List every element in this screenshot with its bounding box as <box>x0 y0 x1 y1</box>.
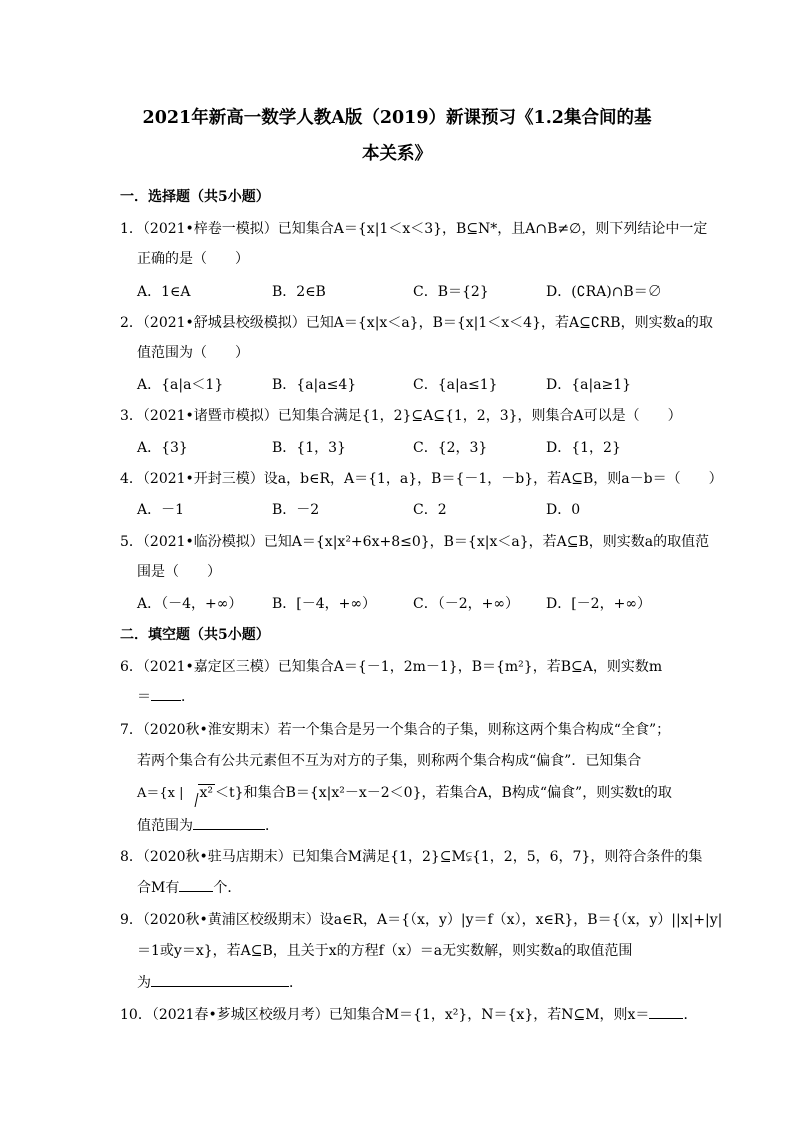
question-7-answer-blank[interactable] <box>193 815 265 830</box>
title-line-1: 2021年新高一数学人教A版（2019）新课预习《1.2集合间的基 <box>142 108 652 128</box>
title-line-2: 本关系》 <box>362 144 432 164</box>
question-7-line-2: 若两个集合有公共元素但不互为对方的子集，则称两个集合构成“偏食”．已知集合 <box>137 753 642 769</box>
question-3-option-b: B．{1，3} <box>272 440 346 456</box>
question-5-line-1: 5．（2021•临汾模拟）已知A＝{x|x²+6x+8≤0}，B＝{x|x＜a}，若A⊆B，则实数a的取值范 <box>120 534 710 550</box>
question-8-prefix: 合M有 <box>137 880 180 896</box>
question-3-option-d: D．{1，2} <box>546 440 621 456</box>
question-7-period: ． <box>265 818 279 834</box>
question-10-line-1 <box>120 1004 697 1024</box>
document-title <box>100 100 694 172</box>
question-7-line-3 <box>137 782 672 802</box>
question-7-radicand: x² <box>199 785 214 801</box>
question-4-line-1: 4．（2021•开封三模）设a，b∈R，A＝{1，a}，B＝{－1，－b}，若A⊆B，则a－b＝（ ） <box>120 471 723 487</box>
question-1-line-1: 1．（2021•梓卷一模拟）已知集合A＝{x|1＜x＜3}，B⊆N*，且A∩B≠∅，则下列结论中一定 <box>120 221 708 237</box>
question-3-option-c: C．{2，3} <box>413 440 488 456</box>
question-2-option-a: A．{a|a＜1} <box>137 377 224 393</box>
question-7-line-1: 7．（2020秋•淮安期末）若一个集合是另一个集合的子集，则称这两个集合构成“全食”； <box>120 722 671 738</box>
question-6-period: ． <box>181 689 195 705</box>
section-heading-fill: 二．填空题（共5小题） <box>120 627 270 643</box>
square-root-symbol <box>186 785 216 801</box>
question-5-option-c: C．（－2，+∞） <box>413 596 520 612</box>
question-2-option-d: D．{a|a≥1} <box>546 377 632 393</box>
question-5-option-b: B．[－4，+∞） <box>272 596 377 612</box>
question-7-set-a-start: A＝{x | <box>137 786 184 801</box>
question-9-answer-blank[interactable] <box>151 972 289 987</box>
question-1-option-c: C．B＝{2} <box>413 284 489 300</box>
question-1-option-b: B．2∈B <box>272 284 326 300</box>
question-5-option-a: A．（－4，+∞） <box>137 596 243 612</box>
question-1-option-a: A．1∈A <box>137 284 191 300</box>
question-6-answer-blank[interactable] <box>151 686 181 701</box>
question-6-line-1: 6．（2021•嘉定区三模）已知集合A＝{－1，2m－1}，B＝{m²}，若B⊆A，则实数m <box>120 659 663 675</box>
question-2-line-1: 2．（2021•舒城县校级模拟）已知A＝{x|x＜a}，B＝{x|1＜x＜4}，若A⊆∁RB，则实数a的取 <box>120 315 713 331</box>
question-3-line-1: 3．（2021•诸暨市模拟）已知集合满足{1，2}⊆A⊆{1，2，3}，则集合A可以是（ ） <box>120 408 682 424</box>
question-9-line-1: 9．（2020秋•黄浦区校级期末）设a∈R，A＝{（x，y）|y＝f（x），x∈R}，B＝{（x，y）||x|+|y| <box>120 912 723 928</box>
question-5-option-d: D．[－2，+∞） <box>546 596 651 612</box>
question-8-line-1: 8．（2020秋•驻马店期末）已知集合M满足{1，2}⊆M⫋{1，2，5，6，7}，则符合条件的集 <box>120 849 703 865</box>
question-8-suffix: 个． <box>213 880 242 896</box>
question-1-line-2: 正确的是（ ） <box>137 251 249 267</box>
question-3-option-a: A．{3} <box>137 440 188 456</box>
question-8-answer-blank[interactable] <box>179 877 213 892</box>
question-7-range-label: 值范围为 <box>137 818 193 834</box>
question-4-option-a: A．－1 <box>137 502 185 518</box>
section-heading-choice: 一．选择题（共5小题） <box>120 189 270 205</box>
question-9-line-2: ＝1或y＝x}，若A⊆B，且关于x的方程f（x）＝a无实数解，则实数a的取值范围 <box>137 943 633 959</box>
question-2-option-b: B．{a|a≤4} <box>272 377 357 393</box>
question-8-line-2 <box>137 877 241 897</box>
question-7-line-4 <box>137 815 279 835</box>
question-6-equals: ＝ <box>137 689 151 705</box>
question-10-text: 10．（2021春•芗城区校级月考）已知集合M＝{1，x²}，N＝{x}，若N⊆M，则x＝ <box>120 1007 650 1023</box>
question-9-prefix: 为 <box>137 975 151 991</box>
question-2-line-2: 值范围为（ ） <box>137 345 249 361</box>
question-4-option-c: C．2 <box>413 502 447 518</box>
question-10-answer-blank[interactable] <box>649 1004 683 1019</box>
question-2-option-c: C．{a|a≤1} <box>413 377 498 393</box>
question-5-line-2: 围是（ ） <box>137 564 221 580</box>
question-7-line-3-rest: ＜t}和集合B＝{x|x²－x－2＜0}，若集合A，B构成“偏食”，则实数t的取 <box>215 785 672 801</box>
question-10-period: ． <box>683 1007 698 1023</box>
question-9-period: ． <box>289 975 303 991</box>
question-4-option-b: B．－2 <box>272 502 320 518</box>
question-1-option-d: D．(∁RA)∩B＝∅ <box>546 284 662 300</box>
question-9-line-3 <box>137 972 303 992</box>
question-6-line-2 <box>137 686 195 706</box>
question-4-option-d: D．0 <box>546 502 581 518</box>
